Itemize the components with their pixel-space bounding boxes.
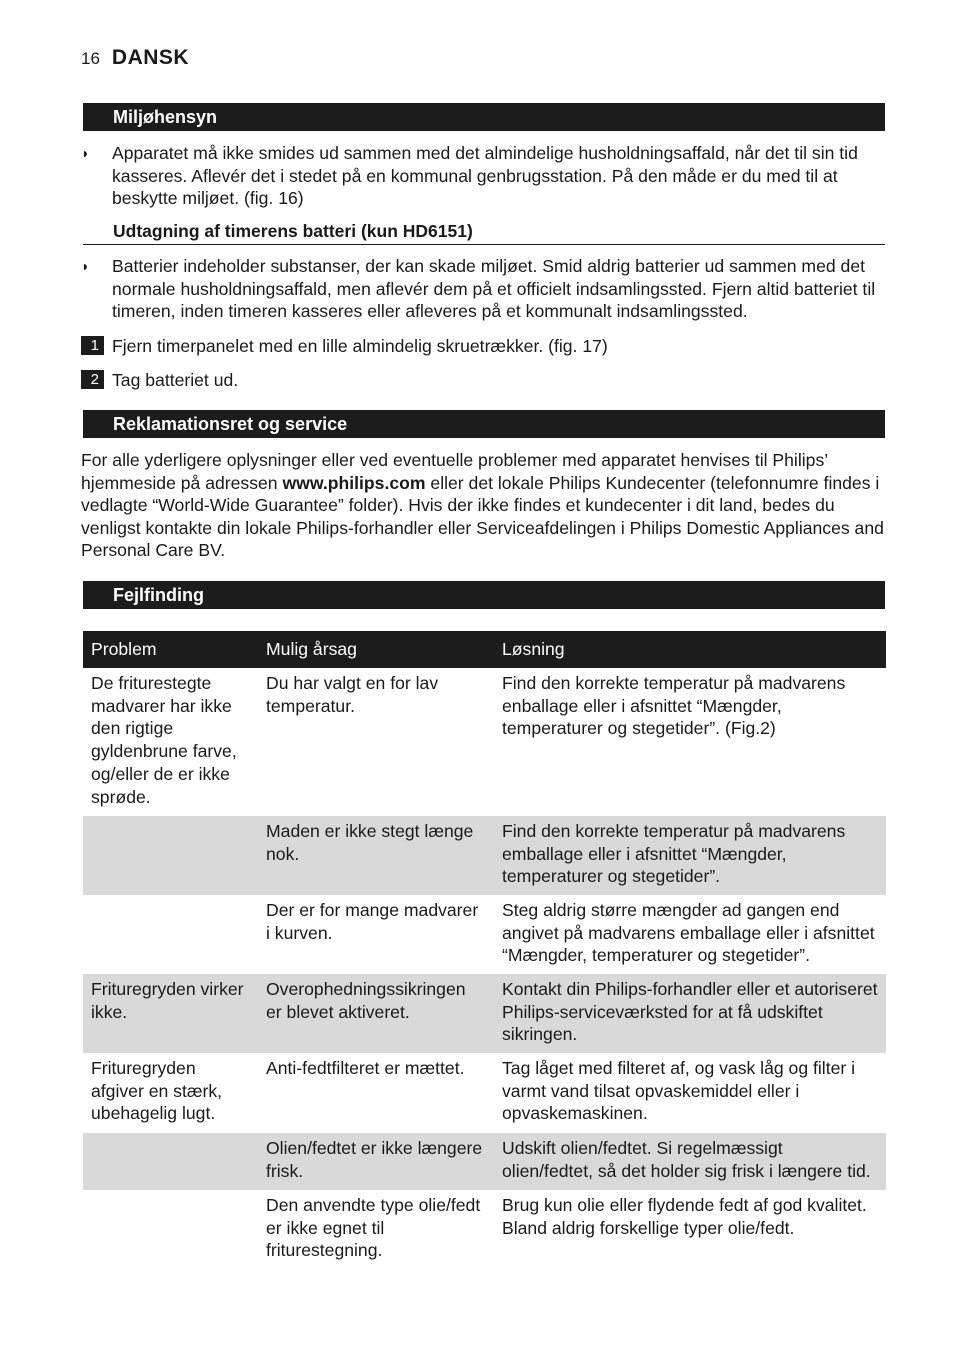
philips-website-link[interactable]: www.philips.com [282, 472, 426, 493]
cell-problem: Frituregryden virker ikke. [83, 974, 258, 1053]
table-row [83, 895, 886, 974]
table-header-row [83, 631, 886, 668]
service-paragraph [81, 449, 886, 562]
step-text: Fjern timerpanelet med en lille almindelig skruetrækker. (fig. 17) [112, 336, 608, 356]
step-number: 1 [81, 336, 104, 355]
cell-cause: Anti-fedtfilteret er mættet. [266, 1058, 465, 1078]
cell-solution: Tag låget med filteret af, og vask låg og filter i varmt vand tilsat opvaskemiddel eller i opvaskemaskinen. [502, 1058, 856, 1124]
section-heading-battery: Udtagning af timerens batteri (kun HD6151) [83, 221, 885, 245]
bullet-icon: ◗ [81, 145, 90, 161]
cell-solution: Udskift olien/fedtet. Si regelmæssigt olien/fedtet, så det holder sig frisk i længere tid. [494, 1133, 886, 1190]
cell-solution: Find den korrekte temperatur på madvarens enballage eller i afsnittet “Mængder, temperaturer og stegetider”. (Fig.2) [502, 673, 846, 739]
cell-problem [83, 895, 258, 974]
table-row [83, 974, 886, 1053]
cell-solution: Steg aldrig større mængder ad gangen end angivet på madvarens emballage eller i afsnittet “Mængder, temperaturer og stegetider”. [502, 900, 875, 966]
step-2 [81, 369, 886, 391]
troubleshooting-table [83, 631, 886, 1270]
column-header-solution: Løsning [494, 631, 886, 668]
cell-problem: Frituregryden afgiver en stærk, ubehagelig lugt. [91, 1058, 223, 1124]
table-row [83, 1133, 886, 1190]
cell-solution: Kontakt din Philips-forhandler eller et autoriseret Philips-serviceværksted for at få udskiftet sikringen. [494, 974, 886, 1053]
table-row [83, 1190, 886, 1270]
page-number: 16 [81, 49, 100, 68]
cell-cause: Overophedningssikringen er blevet aktiveret. [258, 974, 494, 1053]
language-heading: DANSK [111, 46, 190, 69]
cell-solution: Brug kun olie eller flydende fedt af god kvalitet. Bland aldrig forskellige typer olie/fedt. [502, 1195, 867, 1238]
bullet-icon: ◗ [81, 258, 90, 274]
cell-cause: Du har valgt en for lav temperatur. [266, 673, 439, 716]
table-row [83, 816, 886, 895]
bullet-environment [81, 142, 886, 210]
service-text-before: For alle yderligere oplysninger eller ved eventuelle problemer med apparatet henvises til Philips’ hjemmeside på adressen [81, 450, 828, 493]
service-text-after: eller det lokale Philips Kundecenter (telefonnumre findes i vedlagte “World-Wide Guarantee” folder). Hvis der ikke findes et kundecenter i dit land, bedes du venligst kontakte din lokale Philips-forhandler eller Serviceafdelingen i Philips Domestic Appliances and Personal Care BV. [81, 472, 884, 561]
bullet-text: Batterier indeholder substanser, der kan skade miljøet. Smid aldrig batterier ud sammen med det normale husholdningsaffald, men aflevér dem på et officielt indsamlingssted. Fjern altid batteriet til timeren, inden timeren kasseres eller afleveres på et kommunalt indsamlingssted. [112, 256, 876, 321]
cell-problem: De friturestegte madvarer har ikke den rigtige gyldenbrune farve, og/eller de er ikke sprøde. [91, 673, 237, 807]
section-heading-environment: Miljøhensyn [83, 103, 885, 131]
cell-cause: Den anvendte type olie/fedt er ikke egnet til friturestegning. [266, 1195, 481, 1261]
cell-cause: Der er for mange madvarer i kurven. [266, 900, 479, 943]
column-header-problem: Problem [83, 631, 258, 668]
step-text: Tag batteriet ud. [112, 370, 239, 390]
table-row [83, 668, 886, 816]
step-1 [81, 335, 886, 357]
cell-cause: Olien/fedtet er ikke længere frisk. [258, 1133, 494, 1190]
cell-problem [83, 1190, 258, 1270]
cell-solution: Find den korrekte temperatur på madvarens emballage eller i afsnittet “Mængder, temperaturer og stegetider”. [494, 816, 886, 895]
cell-problem [83, 1133, 258, 1190]
page-header [81, 46, 189, 70]
step-number: 2 [81, 370, 104, 389]
column-header-cause: Mulig årsag [258, 631, 494, 668]
table-row [83, 1053, 886, 1133]
cell-problem [83, 816, 258, 895]
section-heading-troubleshooting: Fejlfinding [83, 581, 885, 609]
bullet-text: Apparatet må ikke smides ud sammen med det almindelige husholdningsaffald, når det til sin tid kasseres. Aflevér det i stedet på en kommunal genbrugsstation. På den måde er du med til at beskytte miljøet. (fig. 16) [112, 143, 858, 208]
bullet-battery [81, 255, 886, 323]
cell-cause: Maden er ikke stegt længe nok. [258, 816, 494, 895]
section-heading-service: Reklamationsret og service [83, 410, 885, 438]
